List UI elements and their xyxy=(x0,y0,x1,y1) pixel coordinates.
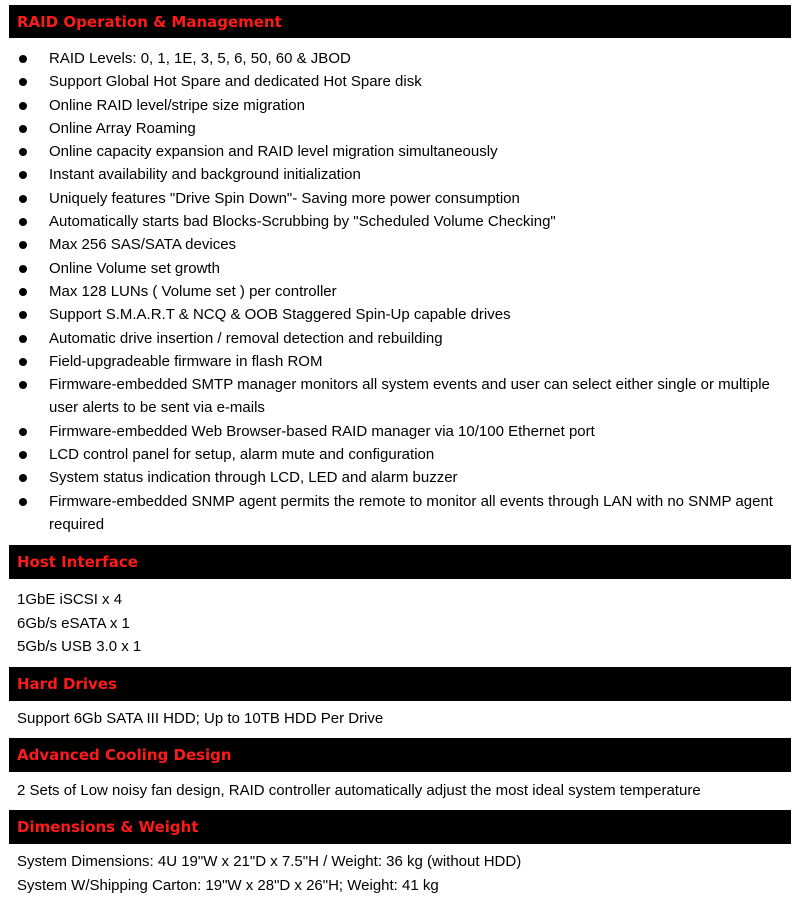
raid-feature-item xyxy=(0,117,800,140)
section-header-raid xyxy=(9,5,791,38)
raid-feature-item xyxy=(0,373,800,420)
bullet-icon xyxy=(19,171,27,179)
bullet-icon xyxy=(19,102,27,110)
bullet-icon xyxy=(19,451,27,459)
raid-feature-text: Online capacity expansion and RAID level migration simultaneously xyxy=(49,143,498,161)
raid-feature-item xyxy=(0,233,800,256)
bullet-icon xyxy=(19,148,27,156)
raid-feature-text: Firmware-embedded Web Browser-based RAID manager via 10/100 Ethernet port xyxy=(49,422,595,440)
raid-feature-item xyxy=(0,303,800,326)
raid-feature-text: Instant availability and background initialization xyxy=(49,166,361,184)
bullet-icon xyxy=(19,241,27,249)
bullet-icon xyxy=(19,125,27,133)
raid-feature-text: Firmware-embedded SNMP agent permits the remote to monitor all events through LAN with no SNMP agent required xyxy=(49,492,773,533)
raid-feature-item xyxy=(0,420,800,443)
raid-feature-item xyxy=(0,350,800,373)
raid-feature-text: Online RAID level/stripe size migration xyxy=(49,96,305,114)
section-title: RAID Operation & Management xyxy=(17,12,282,31)
host-interface-list xyxy=(17,588,797,659)
bullet-icon xyxy=(19,265,27,273)
dimensions-line: System Dimensions: 4U 19"W x 21"D x 7.5"H / Weight: 36 kg (without HDD) xyxy=(17,853,522,870)
raid-feature-text: RAID Levels: 0, 1, 1E, 3, 5, 6, 50, 60 & JBOD xyxy=(49,50,351,67)
raid-feature-item xyxy=(0,187,800,210)
raid-feature-item xyxy=(0,257,800,280)
raid-feature-text: Automatically starts bad Blocks-Scrubbing by "Scheduled Volume Checking" xyxy=(49,213,556,231)
raid-feature-text: Support S.M.A.R.T & NCQ & OOB Staggered Spin-Up capable drives xyxy=(49,306,511,324)
dimensions-list xyxy=(17,850,797,897)
raid-feature-item xyxy=(0,70,800,93)
raid-feature-item xyxy=(0,210,800,233)
bullet-icon xyxy=(19,288,27,296)
raid-feature-list xyxy=(0,47,800,536)
section-header-cooling xyxy=(9,738,791,772)
cooling-line: 2 Sets of Low noisy fan design, RAID controller automatically adjust the most ideal system temperature xyxy=(17,782,701,799)
raid-feature-item xyxy=(0,280,800,303)
section-header-host-interface xyxy=(9,545,791,579)
raid-feature-text: System status indication through LCD, LED and alarm buzzer xyxy=(49,469,458,487)
bullet-icon xyxy=(19,381,27,389)
bullet-icon xyxy=(19,474,27,482)
raid-feature-text: Uniquely features "Drive Spin Down"- Saving more power consumption xyxy=(49,189,520,207)
raid-feature-text: Online Volume set growth xyxy=(49,259,220,277)
bullet-icon xyxy=(19,195,27,203)
hard-drives-list xyxy=(17,707,797,731)
raid-feature-text: Online Array Roaming xyxy=(49,119,196,137)
bullet-icon xyxy=(19,311,27,319)
raid-feature-text: LCD control panel for setup, alarm mute and configuration xyxy=(49,446,435,464)
section-title: Advanced Cooling Design xyxy=(17,746,232,764)
host-interface-line: 6Gb/s eSATA x 1 xyxy=(17,614,130,632)
raid-feature-text: Automatic drive insertion / removal detection and rebuilding xyxy=(49,329,443,347)
cooling-list xyxy=(17,779,797,803)
bullet-icon xyxy=(19,428,27,436)
section-title: Dimensions & Weight xyxy=(17,818,199,836)
raid-feature-text: Max 256 SAS/SATA devices xyxy=(49,236,237,254)
host-interface-line: 5Gb/s USB 3.0 x 1 xyxy=(17,638,142,655)
raid-feature-text: Support Global Hot Spare and dedicated Hot Spare disk xyxy=(49,73,422,91)
section-title: Host Interface xyxy=(17,553,138,571)
raid-feature-text: Max 128 LUNs ( Volume set ) per controller xyxy=(49,282,337,300)
host-interface-line: 1GbE iSCSI x 4 xyxy=(17,591,123,608)
section-title: Hard Drives xyxy=(17,675,117,693)
raid-feature-item xyxy=(0,490,800,537)
raid-feature-item xyxy=(0,466,800,489)
bullet-icon xyxy=(19,55,27,63)
section-header-dimensions xyxy=(9,810,791,844)
bullet-icon xyxy=(19,335,27,343)
bullet-icon xyxy=(19,358,27,366)
hard-drives-line: Support 6Gb SATA III HDD; Up to 10TB HDD Per Drive xyxy=(17,710,384,727)
raid-feature-item xyxy=(0,443,800,466)
raid-feature-text: Field-upgradeable firmware in flash ROM xyxy=(49,352,323,370)
bullet-icon xyxy=(19,498,27,506)
dimensions-line: System W/Shipping Carton: 19"W x 28"D x 26"H; Weight: 41 kg xyxy=(17,876,439,894)
raid-feature-item xyxy=(0,47,800,70)
raid-feature-item xyxy=(0,163,800,186)
section-header-hard-drives xyxy=(9,667,791,701)
raid-feature-item xyxy=(0,327,800,350)
raid-feature-text: Firmware-embedded SMTP manager monitors all system events and user can select either single or multiple user alerts to be sent via e-mails xyxy=(49,376,770,417)
raid-feature-item xyxy=(0,94,800,117)
bullet-icon xyxy=(19,218,27,226)
bullet-icon xyxy=(19,78,27,86)
raid-feature-item xyxy=(0,140,800,163)
